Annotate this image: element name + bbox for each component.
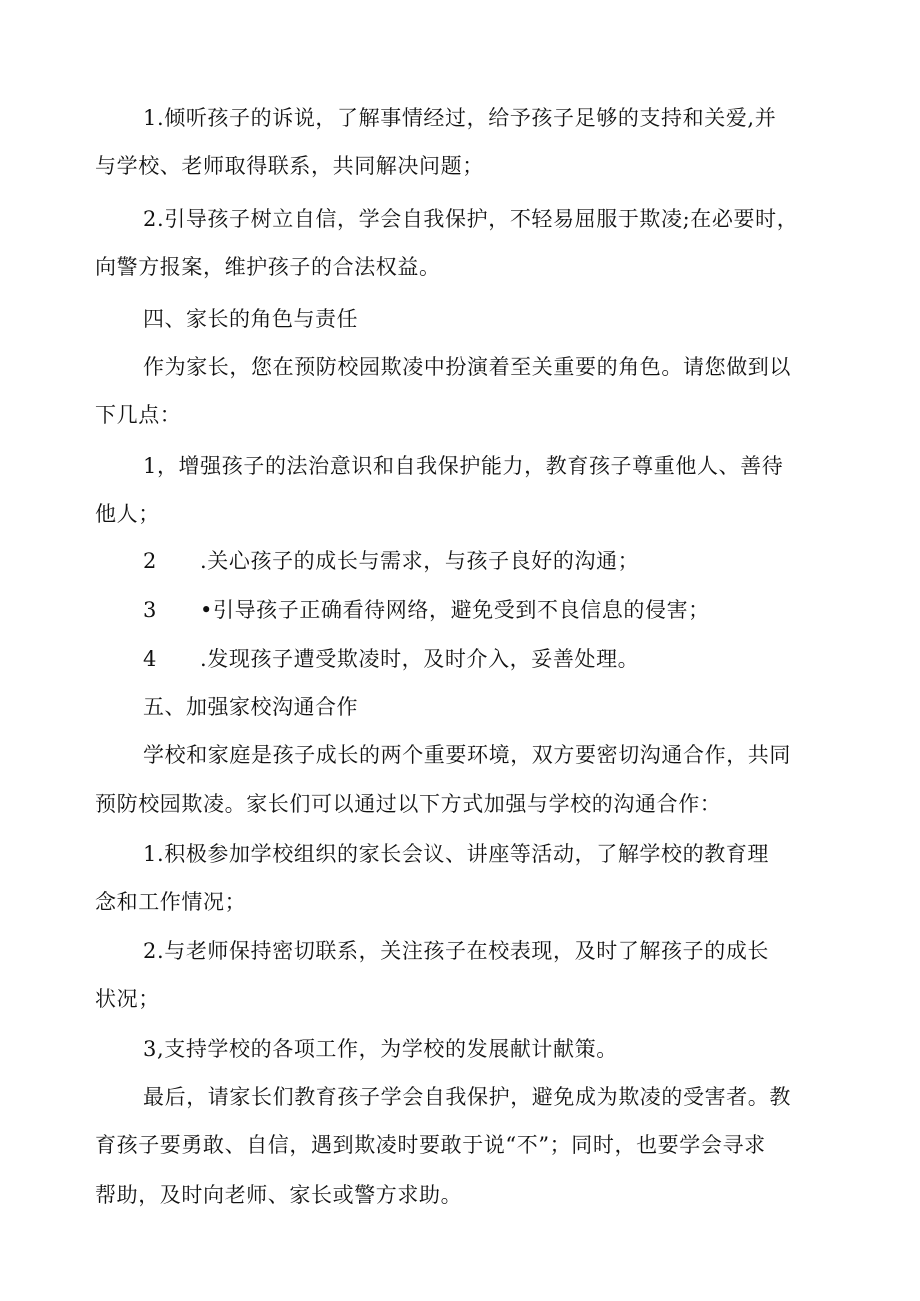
list-number: 2 bbox=[143, 549, 157, 573]
paragraph-line: 状况； bbox=[95, 987, 160, 1011]
paragraph-line: 下几点： bbox=[95, 403, 182, 427]
list-item-text: .关心孩子的成长与需求，与孩子良好的沟通； bbox=[200, 549, 640, 573]
paragraph-line: 育孩子要勇敢、自信，遇到欺凌时要敢于说“不”；同时，也要学会寻求 bbox=[95, 1133, 766, 1157]
paragraph-line: 帮助，及时向老师、家长或警方求助。 bbox=[95, 1183, 463, 1207]
paragraph-line: 2.与老师保持密切联系，关注孩子在校表现，及时了解孩子的成长 bbox=[143, 939, 770, 963]
paragraph-line: 作为家长，您在预防校园欺凌中扮演着至关重要的角色。请您做到以 bbox=[143, 355, 791, 379]
list-item-text: .发现孩子遭受欺凌时，及时介入，妥善处理。 bbox=[200, 647, 640, 671]
section-heading-5: 五、加强家校沟通合作 bbox=[143, 695, 358, 719]
paragraph-line: 1，增强孩子的法治意识和自我保护能力，教育孩子尊重他人、善待 bbox=[143, 454, 784, 478]
paragraph-line: 向警方报案，维护孩子的合法权益。 bbox=[95, 255, 441, 279]
list-item-text: •引导孩子正确看待网络，避免受到不良信息的侵害； bbox=[200, 598, 710, 622]
paragraph-line: 念和工作情况； bbox=[95, 890, 247, 914]
paragraph-line: 3,支持学校的各项工作，为学校的发展献计献策。 bbox=[143, 1037, 618, 1061]
paragraph-line: 预防校园欺凌。家长们可以通过以下方式加强与学校的沟通合作： bbox=[95, 792, 722, 816]
paragraph-line: 学校和家庭是孩子成长的两个重要环境，双方要密切沟通合作，共同 bbox=[143, 743, 791, 767]
paragraph-line: 1.倾听孩子的诉说，了解事情经过，给予孩子足够的支持和关爱,并 bbox=[143, 106, 777, 130]
list-number: 3 bbox=[143, 598, 157, 622]
paragraph-line: 2.引导孩子树立自信，学会自我保护，不轻易屈服于欺凌;在必要时， bbox=[143, 207, 799, 231]
paragraph-line: 与学校、老师取得联系，共同解决问题； bbox=[95, 154, 484, 178]
paragraph-line: 他人； bbox=[95, 502, 160, 526]
paragraph-line: 1.积极参加学校组织的家长会议、讲座等活动，了解学校的教育理 bbox=[143, 842, 770, 866]
section-heading-4: 四、家长的角色与责任 bbox=[143, 307, 358, 331]
paragraph-line: 最后，请家长们教育孩子学会自我保护，避免成为欺凌的受害者。教 bbox=[143, 1085, 791, 1109]
list-number: 4 bbox=[143, 647, 157, 671]
